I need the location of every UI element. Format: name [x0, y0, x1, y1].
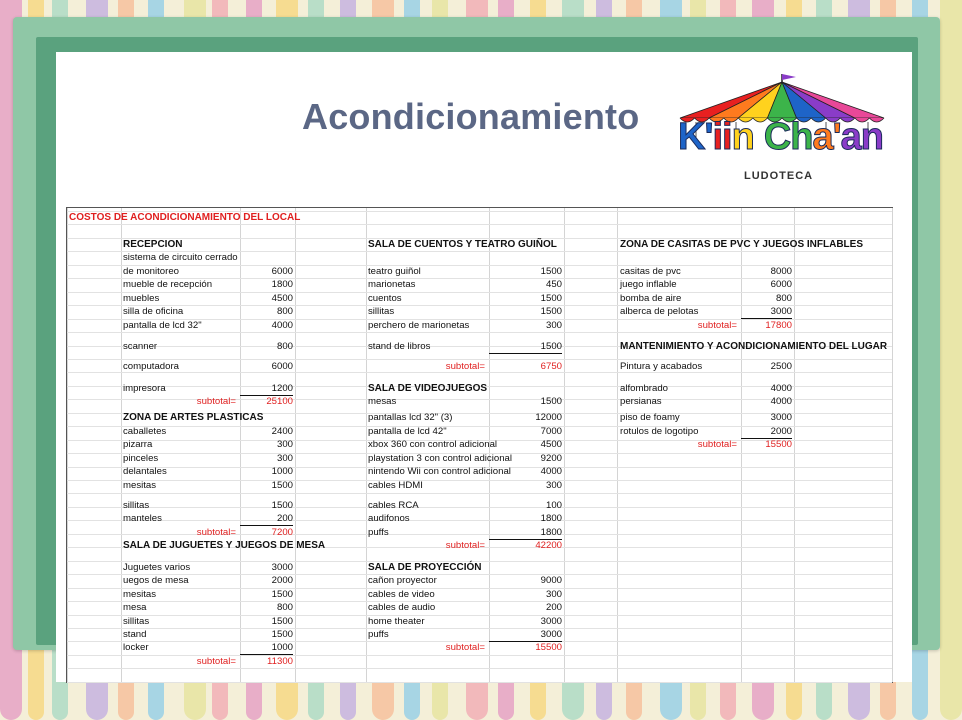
item-name: alfombrado [620, 382, 668, 394]
section-title: RECEPCION [123, 238, 183, 250]
logo-letter: Ch [763, 116, 813, 158]
item-value: 4000 [271, 319, 293, 331]
item-name: pantalla de lcd 32" [123, 319, 202, 331]
item-value: 300 [545, 479, 562, 491]
subtotal-label: subtotal= [196, 655, 236, 667]
item-name: mesitas [123, 479, 157, 491]
item-name: muebles [123, 292, 160, 304]
item-value: 1800 [271, 279, 293, 291]
item-value: 450 [545, 279, 562, 291]
item-value: 9000 [540, 575, 562, 587]
item-name: teatro guiñol [368, 265, 421, 277]
item-value: 1500 [489, 340, 562, 354]
item-value: 3000 [540, 615, 562, 627]
item-name: locker [123, 642, 149, 654]
ludoteca-logo [676, 74, 888, 192]
item-name: audifonos [368, 513, 410, 525]
item-value: 1500 [540, 306, 562, 318]
item-name: puffs [368, 628, 389, 640]
item-name: Pintura y acabados [620, 361, 703, 373]
item-name: marionetas [368, 279, 416, 291]
item-name: cables HDMI [368, 479, 423, 491]
item-name: casitas de pvc [620, 265, 681, 277]
item-value: 300 [545, 319, 562, 331]
item-value: 3000 [770, 412, 792, 424]
item-name: delantales [123, 466, 167, 478]
item-name: piso de foamy [620, 412, 680, 424]
subtotal-label: subtotal= [697, 319, 737, 331]
section-title: SALA DE JUGUETES Y JUEGOS DE MESA [123, 540, 326, 552]
item-value: 1500 [540, 396, 562, 408]
logo-letter: K' [678, 116, 713, 158]
item-value: 800 [276, 306, 293, 318]
item-value: 800 [775, 292, 792, 304]
item-value: 2500 [770, 361, 792, 373]
item-name: stand [123, 628, 147, 640]
item-name: puffs [368, 526, 389, 538]
item-name: persianas [620, 396, 662, 408]
section-title: ZONA DE ARTES PLASTICAS [123, 412, 264, 424]
logo-subtitle: LUDOTECA [744, 170, 814, 182]
item-value: 2000 [741, 425, 792, 439]
subtotal-label: subtotal= [196, 526, 236, 538]
item-value: 300 [276, 452, 293, 464]
item-value: 3000 [741, 305, 792, 319]
item-value: 4000 [770, 382, 792, 394]
item-name: rotulos de logotipo [620, 425, 699, 437]
item-value: 6000 [271, 265, 293, 277]
item-value: 2000 [271, 575, 293, 587]
item-value: 1500 [271, 615, 293, 627]
logo-wordmark [678, 116, 888, 166]
item-value: 6000 [770, 279, 792, 291]
item-value: 7000 [540, 425, 562, 437]
item-value: 9200 [540, 452, 562, 464]
subtotal-value: 7200 [271, 526, 293, 538]
item-value: 200 [240, 512, 293, 526]
item-value: 1500 [271, 588, 293, 600]
item-name: mesitas [123, 588, 157, 600]
subtotal-value: 25100 [266, 396, 293, 408]
subtotal-value: 17800 [765, 319, 792, 331]
item-value: 300 [545, 588, 562, 600]
item-value: 800 [276, 341, 293, 353]
item-name: sistema de circuito cerrado [123, 252, 238, 264]
item-name: cables de video [368, 588, 435, 600]
item-name: sillitas [368, 306, 395, 318]
logo-letter: ii [712, 116, 732, 158]
subtotal-value: 15500 [535, 642, 562, 654]
item-value: 1500 [540, 265, 562, 277]
item-name: cables RCA [368, 499, 419, 511]
subtotal-value: 15500 [765, 439, 792, 451]
item-name: mueble de recepción [123, 279, 213, 291]
item-name: caballetes [123, 425, 167, 437]
item-value: 2400 [271, 425, 293, 437]
item-name: cables de audio [368, 602, 436, 614]
spreadsheet [66, 207, 893, 683]
item-name: juego inflable [620, 279, 677, 291]
item-name: bomba de aire [620, 292, 682, 304]
item-value: 4000 [770, 396, 792, 408]
subtotal-label: subtotal= [445, 540, 485, 552]
item-value: 12000 [535, 412, 562, 424]
section-title: MANTENIMIENTO Y ACONDICIONAMIENTO DEL LUGAR [620, 341, 888, 353]
logo-letter: a' [812, 116, 841, 158]
item-name: pantalla de lcd 42" [368, 425, 447, 437]
slide-title: Acondicionamiento [302, 96, 640, 137]
item-name: xbox 360 con control adicional [368, 439, 498, 451]
item-name: alberca de pelotas [620, 306, 699, 318]
item-name: home theater [368, 615, 425, 627]
item-name: scanner [123, 341, 158, 353]
item-value: 1500 [271, 499, 293, 511]
item-value: 3000 [489, 628, 562, 642]
background-stripe [940, 0, 962, 720]
logo-letter: an [840, 116, 884, 158]
item-name: impresora [123, 382, 166, 394]
item-value: 1800 [540, 513, 562, 525]
item-value: 6000 [271, 361, 293, 373]
flag-icon [782, 74, 796, 80]
item-name: mesa [123, 602, 147, 614]
item-name: pinceles [123, 452, 159, 464]
section-title: SALA DE PROYECCIÓN [368, 561, 482, 573]
item-value: 1500 [271, 479, 293, 491]
item-name: manteles [123, 513, 162, 525]
item-value: 1200 [240, 382, 293, 396]
item-name: computadora [123, 361, 179, 373]
item-value: 1500 [540, 292, 562, 304]
item-name: uegos de mesa [123, 575, 189, 587]
item-name: cuentos [368, 292, 402, 304]
sheet-heading: COSTOS DE ACONDICIONAMIENTO DEL LOCAL [69, 212, 301, 223]
item-name: nintendo Wii con control adicional [368, 466, 511, 478]
subtotal-label: subtotal= [445, 361, 485, 373]
section-title: ZONA DE CASITAS DE PVC Y JUEGOS INFLABLES [620, 238, 863, 250]
item-value: 1800 [489, 526, 562, 540]
subtotal-label: subtotal= [697, 439, 737, 451]
subtotal-label: subtotal= [445, 642, 485, 654]
item-name: perchero de marionetas [368, 319, 470, 331]
subtotal-value: 11300 [267, 655, 293, 667]
item-name: de monitoreo [123, 265, 179, 277]
item-value: 1000 [271, 466, 293, 478]
item-name: cañon proyector [368, 575, 437, 587]
logo-letter: n [731, 116, 754, 158]
subtotal-label: subtotal= [196, 396, 236, 408]
subtotal-value: 42200 [535, 540, 562, 552]
item-value: 100 [545, 499, 562, 511]
item-name: mesas [368, 396, 397, 408]
item-name: stand de libros [368, 341, 431, 353]
item-value: 300 [276, 439, 293, 451]
section-title: SALA DE VIDEOJUEGOS [368, 382, 488, 394]
item-value: 1000 [240, 641, 293, 655]
item-value: 8000 [770, 265, 792, 277]
item-name: playstation 3 con control adicional [368, 452, 512, 464]
item-value: 800 [276, 602, 293, 614]
item-name: silla de oficina [123, 306, 184, 318]
section-title: SALA DE CUENTOS Y TEATRO GUIÑOL [368, 238, 557, 250]
item-name: sillitas [123, 615, 150, 627]
item-value: 200 [545, 602, 562, 614]
item-name: pantallas lcd 32" (3) [368, 412, 453, 424]
item-value: 4000 [540, 466, 562, 478]
item-name: sillitas [123, 499, 150, 511]
item-value: 4500 [540, 439, 562, 451]
item-name: pizarra [123, 439, 153, 451]
item-name: Juguetes varios [123, 561, 191, 573]
item-value: 1500 [271, 628, 293, 640]
subtotal-value: 6750 [540, 361, 562, 373]
item-value: 3000 [271, 561, 293, 573]
item-value: 4500 [271, 292, 293, 304]
